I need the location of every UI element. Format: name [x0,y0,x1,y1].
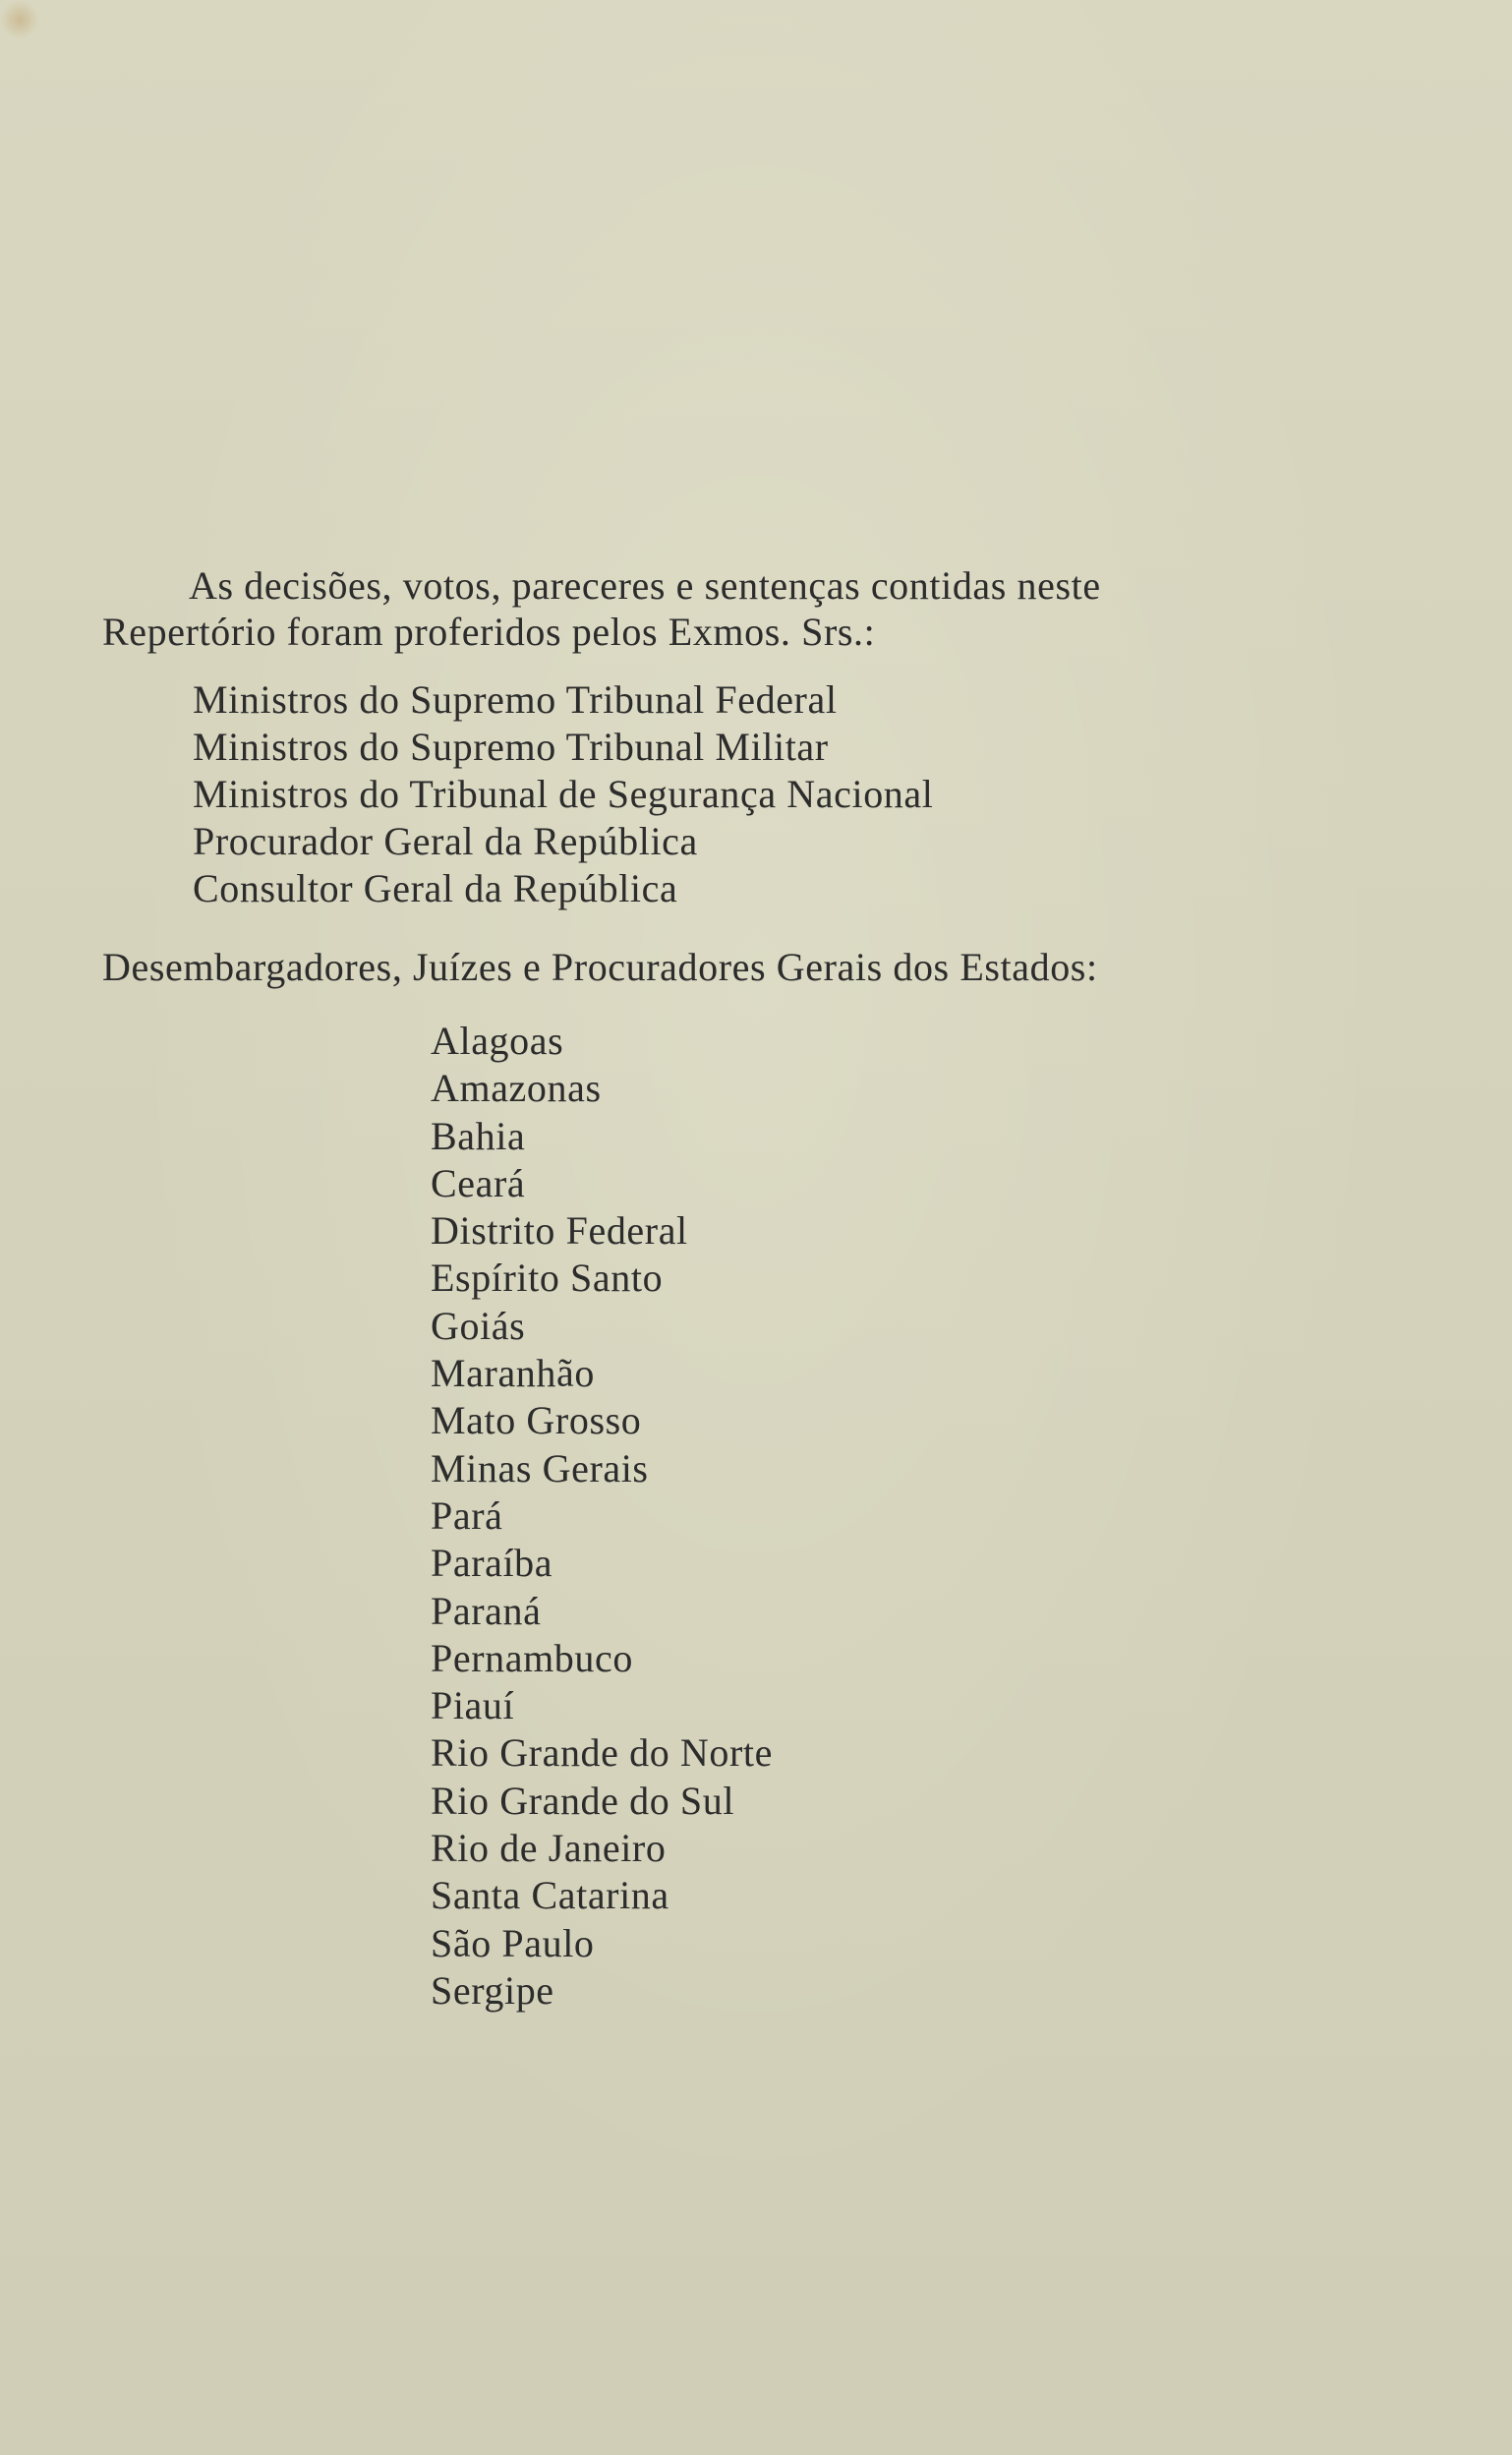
court-item: Ministros do Tribunal de Segurança Nacional [193,772,934,816]
court-item: Ministros do Supremo Tribunal Militar [193,725,829,769]
state-item: Piauí [431,1683,515,1728]
intro-line-2: Repertório foram proferidos pelos Exmos. Srs.: [102,610,876,654]
state-item: Alagoas [431,1019,564,1063]
state-item: Paraíba [431,1541,553,1586]
state-item: Pernambuco [431,1635,633,1680]
intro-line-1: As decisões, votos, pareceres e sentenças contidas neste [189,563,1101,608]
states-list [431,1018,773,2015]
state-item: Pará [431,1492,503,1538]
state-item: Rio Grande do Sul [431,1778,735,1823]
state-item: Sergipe [431,1967,554,2013]
state-item: Paraná [431,1588,542,1633]
state-item: Espírito Santo [431,1256,664,1301]
court-item: Consultor Geral da República [193,866,678,910]
state-item: Santa Catarina [431,1873,669,1918]
state-item: Goiás [431,1303,526,1348]
state-item: Rio Grande do Norte [431,1730,773,1776]
state-item: Amazonas [431,1066,602,1111]
state-item: São Paulo [431,1920,595,1965]
state-item: Mato Grosso [431,1398,642,1443]
state-item: Bahia [431,1113,526,1158]
state-item: Ceará [431,1160,526,1205]
paper-stain [0,0,39,39]
state-item: Maranhão [431,1351,595,1396]
court-item: Procurador Geral da República [193,819,698,863]
court-item: Ministros do Supremo Tribunal Federal [193,677,838,722]
courts-list [193,676,933,912]
states-heading: Desembargadores, Juízes e Procuradores Gerais dos Estados: [102,945,1098,989]
state-item: Rio de Janeiro [431,1826,667,1871]
state-item: Minas Gerais [431,1445,649,1491]
state-item: Distrito Federal [431,1208,688,1254]
